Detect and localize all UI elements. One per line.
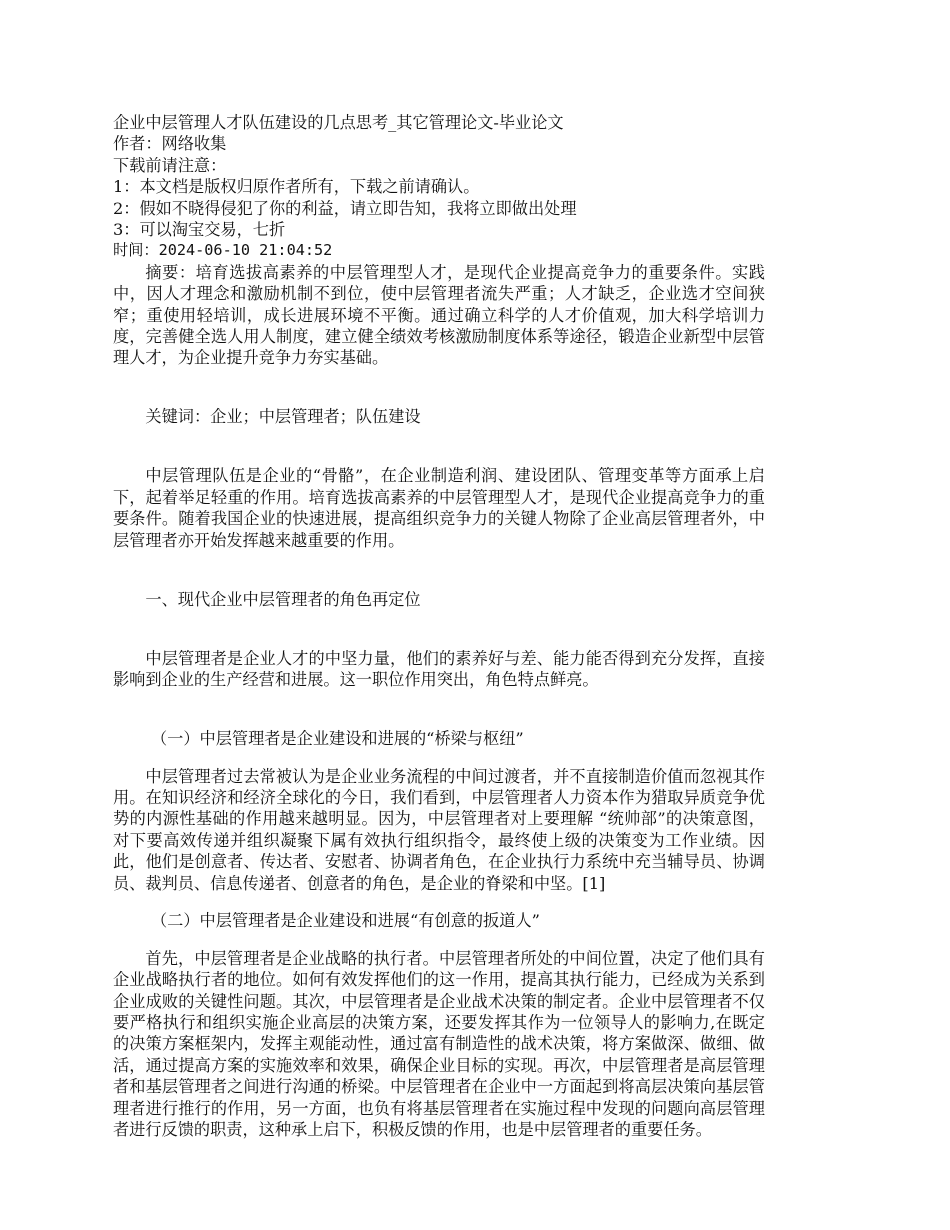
paragraph-gap (113, 690, 765, 711)
paragraph-gap (113, 551, 765, 572)
notice-item-2: 2：假如不晓得侵犯了你的利益，请立即告知，我将立即做出处理 (113, 198, 577, 218)
keywords-line: 关键词：企业；中层管理者；队伍建设 (145, 407, 421, 427)
notice-heading: 下载前请注意： (113, 155, 227, 175)
subsection-1-heading: （一）中层管理者是企业建设和进展的“桥梁与枢纽” (151, 729, 524, 749)
subsection-1-body: 中层管理者过去常被认为是企业业务流程的中间过渡者，并不直接制造价值而忽视其作用。在知识经济和经济全球化的今日，我们看到，中层管理者人力资本作为猎取异质竞争优势的内源性基础的作用越来越明显。因为，中层管理者对上要理解 “统帅部”的决策意图，对下要高效传递并组织凝聚下属有效执行组织指令，最终使上级的决策变为工作业绩。因此，他们是创意者、传达者、安慰者、协调者角色，在企业执行力系统中充当辅导员、协调员、裁判员、信息传递者、创意者的角色，是企业的脊梁和中坚。[1] (113, 766, 765, 893)
subsection-2-heading: （二）中层管理者是企业建设和进展“有创意的扳道人” (151, 911, 540, 931)
document-title: 企业中层管理人才队伍建设的几点思考_其它管理论文-毕业论文 (113, 113, 564, 132)
author-line: 作者：网络收集 (113, 134, 227, 154)
notice-item-1: 1：本文档是版权归原作者所有，下载之前请确认。 (113, 177, 480, 197)
document-page (113, 112, 765, 1140)
subsection-2-body: 首先，中层管理者是企业战略的执行者。中层管理者所处的中间位置，决定了他们具有企业战略执行者的地位。如何有效发挥他们的这一作用，提高其执行能力，已经成为关系到企业成败的关键性问题。其次，中层管理者是企业战术决策的制定者。企业中层管理者不仅要严格执行和组织实施企业高层的决策方案，还要发挥其作为一位领导人的影响力,在既定的决策方案框架内，发挥主观能动性，通过富有制造性的战术决策，将方案做深、做细、做活，通过提高方案的实施效率和效果，确保企业目标的实现。再次，中层管理者是高层管理者和基层管理者之间进行沟通的桥梁。中层管理者在企业中一方面起到将高层决策向基层管理者进行推行的作用，另一方面，也负有将基层管理者在实施过程中发现的问题向高层管理者进行反馈的职责，这种承上启下，积极反馈的作用，也是中层管理者的重要任务。 (113, 948, 765, 1140)
intro-paragraph: 中层管理队伍是企业的“骨骼”，在企业制造利润、建设团队、管理变革等方面承上启下，起着举足轻重的作用。培育选拔高素养的中层管理型人才，是现代企业提高竞争力的重要条件。随着我国企业的快速进展，提高组织竞争力的关键人物除了企业高层管理者外，中层管理者亦开始发挥越来越重要的作用。 (113, 466, 765, 550)
section-1-heading: 一、现代企业中层管理者的角色再定位 (145, 589, 421, 609)
timestamp-line: 时间：2024-06-10 21:04:52 (113, 241, 333, 260)
notice-item-3: 3：可以淘宝交易，七折 (113, 220, 286, 240)
abstract-paragraph: 摘要：培育选拔高素养的中层管理型人才，是现代企业提高竞争力的重要条件。实践中，因人才理念和激励机制不到位，使中层管理者流失严重；人才缺乏，企业选才空间狭窄；重使用轻培训，成长进展环境不平衡。通过确立科学的人才价值观，加大科学培训力度，完善健全选人用人制度，建立健全绩效考核激励制度体系等途径，锻造企业新型中层管理人才，为企业提升竞争力夯实基础。 (113, 262, 765, 368)
paragraph-gap (113, 444, 765, 465)
paragraph-gap (113, 369, 765, 390)
section-1-lead-paragraph: 中层管理者是企业人才的中坚力量，他们的素养好与差、能力能否得到充分发挥，直接影响到企业的生产经营和进展。这一职位作用突出，角色特点鲜亮。 (113, 648, 765, 690)
paragraph-gap (113, 626, 765, 647)
